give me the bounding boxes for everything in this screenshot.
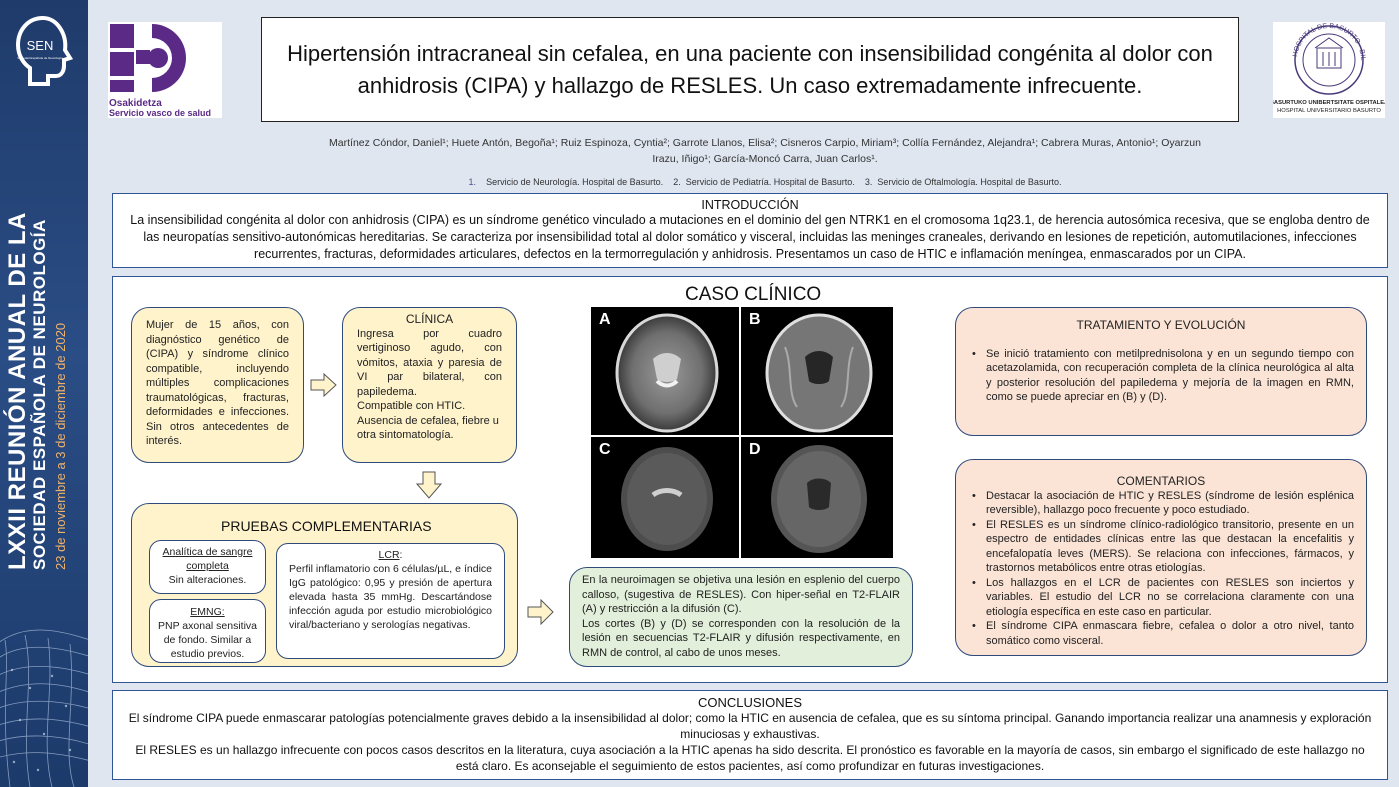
sidebar bbox=[0, 0, 88, 787]
patient-summary-text: Mujer de 15 años, con diagnóstico genético de (CIPA) y síndrome clínico compatible, incluyendo múltiples complicaciones traumatológicas, fracturas, deformidades e infecciones. Sin otros antecedentes de interés. bbox=[146, 319, 289, 447]
treatment-item: • Se inició tratamiento con metilprednisolona y en un segundo tiempo con acetazolamida, con recuperación completa de la clínica neurológica al alta y posterior resolución del papiledema y mejoría de la imagen en RMN, como se puede apreciar en (B) y (D). bbox=[968, 347, 1354, 405]
clinical-body: Ingresa por cuadro vertiginoso agudo, con vómitos, ataxia y paresia de VI par bilateral, con papiledema. bbox=[357, 327, 502, 398]
case-heading: CASO CLÍNICO bbox=[685, 284, 822, 305]
mri-label-c: C bbox=[599, 441, 611, 458]
poster-title: Hipertensión intracraneal sin cefalea, en una paciente con insensibilidad congénita al dolor con anhidrosis (CIPA) y hallazgo de RESLES. Un caso extremadamente infrecuente. bbox=[287, 40, 1213, 98]
affiliation-number: 1. bbox=[468, 177, 477, 187]
comment-item: • El RESLES es un síndrome clínico-radiológico transitorio, presente en un espectro de entidades clínicas entre las que destacan la encefalitis y encefalopatía leves (MERS). Se relaciona con infecciones, fármacos, y trastornos metabólicos entre otras etiologías. bbox=[968, 518, 1354, 576]
sen-logo bbox=[10, 12, 76, 94]
comment-item: • El síndrome CIPA enmascara fiebre, cefalea o dolor a otro nivel, tanto somático como visceral. bbox=[968, 619, 1354, 648]
introduction-body: La insensibilidad congénita al dolor con anhidrosis (CIPA) es un síndrome genético vinculado a mutaciones en el dominio del gen NTRK1 en el cromosoma 1q23.1, de herencia autosómica recesiva, que se engloba dentro de las neuropatías sensitivo-autonómicas hereditarias. Se caracteriza por insensibilidad total al dolor somático y visceral, incluidas las meninges craneales, derivando en lesiones de repetición, automutilaciones, infecciones recurrentes, fracturas, deformidades articulares, defectos en la termorregulación y anhidrosis. Presentamos un caso de HTIC e inflamación meníngea, enmascarados por un CIPA. bbox=[130, 213, 1370, 261]
conclusions-paragraph-2: El RESLES es un hallazgo infrecuente con pocos casos descritos en la literatura, cuya asociación a la HTIC apenas ha sido descrita. El pronóstico es favorable en la mayoría de casos, sin embargo el significado de este hallazgo no está claro. Es aconsejable el seguimiento de estos pacientes, así como profundizar en futuras investigaciones. bbox=[135, 743, 1365, 773]
mri-panel-a bbox=[591, 307, 739, 435]
affiliation-number: 3. bbox=[864, 177, 873, 187]
congress-line-1: LXXII REUNIÓN ANUAL DE LA bbox=[4, 212, 31, 570]
tests-heading: PRUEBAS COMPLEMENTARIAS bbox=[221, 518, 432, 534]
clinical-box bbox=[342, 307, 517, 463]
brain-illustration bbox=[0, 610, 88, 787]
affiliation-text: Servicio de Oftalmología. Hospital de Basurto. bbox=[877, 177, 1062, 187]
basurto-logo bbox=[1273, 22, 1385, 118]
conclusions-section bbox=[112, 690, 1388, 780]
sen-logo-subtext: Sociedad Española de Neurología bbox=[17, 56, 63, 60]
treatment-box bbox=[955, 307, 1367, 436]
clinical-heading: CLÍNICA bbox=[405, 312, 454, 326]
csf-box: LCR: Perfil inflamatorio con 6 células/µL, e índice IgG patológico: 0,95 y presión de apertura elevada hasta 35 mmHg. Descartándose infección aguda por estudio microbiológico viral/bacteriano y serologías negativas. bbox=[276, 543, 505, 659]
basurto-ring-text: HOSPITAL DE BASURTO · BIL bbox=[1292, 22, 1367, 61]
osakidetza-subtitle: Servicio vasco de salud bbox=[109, 108, 212, 118]
csf-result: Perfil inflamatorio con 6 células/µL, e índice IgG patológico: 0,95 y presión de apertura elevada hasta 35 mmHg. Descartándose infección aguda por estudio microbiológico viral/bacteriano y serologías negativas. bbox=[289, 563, 492, 631]
neuroimaging-followup: Los cortes (B) y (D) se corresponden con la resolución de la lesión en secuencias T2-FLAIR y difusión respectivamente, en RMN de control, al cabo de unos meses. bbox=[582, 617, 900, 659]
neuroimaging-finding: En la neuroimagen se objetiva una lesión en esplenio del cuerpo calloso, (sugestiva de RESLES). Con hiper-señal en T2-FLAIR (A) y restricción a la difusión (C). bbox=[582, 574, 900, 615]
affiliation-text: Servicio de Neurología. Hospital de Basurto. bbox=[486, 177, 664, 187]
emng-result: PNP axonal sensitiva de fondo. Similar a estudio previos. bbox=[157, 620, 258, 660]
mri-label-d: D bbox=[749, 441, 761, 458]
blood-test-result: Sin alteraciones. bbox=[168, 574, 247, 586]
clinical-htic: Compatible con HTIC. bbox=[357, 400, 466, 412]
patient-summary-box bbox=[131, 307, 304, 463]
osakidetza-name: Osakidetza bbox=[109, 98, 162, 109]
congress-line-2: SOCIEDAD ESPAÑOLA DE NEUROLOGÍA bbox=[30, 219, 49, 570]
arrow-right-icon bbox=[310, 373, 338, 397]
congress-date: 23 de noviembre a 3 de diciembre de 2020 bbox=[53, 322, 68, 570]
author-line-2: Irazu, Iñigo¹; García-Moncó Carra, Juan Carlos¹. bbox=[652, 153, 878, 165]
comment-item: • Destacar la asociación de HTIC y RESLES (síndrome de lesión esplénica reversible), hallazgo poco frecuente y poco estudiado. bbox=[968, 489, 1354, 518]
blood-test-title: Analítica de sangre completa bbox=[162, 546, 253, 572]
conclusions-heading: CONCLUSIONES bbox=[697, 695, 803, 710]
emng-box bbox=[149, 599, 266, 663]
author-list bbox=[280, 135, 1250, 167]
author-line-1: Martínez Cóndor, Daniel¹; Huete Antón, Begoña¹; Ruiz Espinoza, Cyntia²; Garrote Llanos, Elisa²; Cisneros Carpio, Miriam³; Collía Fernández, Alejandra¹; Cabrera Muras, Antonio¹; Oyarzun bbox=[329, 137, 1201, 149]
affiliation-text: Servicio de Pediatría. Hospital de Basurto. bbox=[685, 177, 855, 187]
arrow-right-icon bbox=[527, 599, 555, 625]
clinical-absence: Ausencia de cefalea, fiebre u otra sintomatología. bbox=[357, 414, 499, 441]
affiliation-number: 2. bbox=[673, 177, 681, 187]
mri-label-b: B bbox=[749, 311, 761, 328]
csf-title: LCR bbox=[378, 549, 400, 561]
basurto-name-eu: BASURTUKO UNIBERTSITATE OSPITALEA bbox=[1273, 100, 1385, 106]
sen-logo-text: SEN bbox=[26, 38, 54, 53]
treatment-heading: TRATAMIENTO Y EVOLUCIÓN bbox=[1076, 318, 1246, 332]
neuroimaging-box bbox=[569, 567, 913, 667]
emng-title: EMNG: bbox=[190, 606, 225, 618]
comments-box bbox=[955, 459, 1367, 656]
mri-panel-b bbox=[741, 307, 893, 435]
osakidetza-logo bbox=[108, 22, 222, 118]
mri-label-a: A bbox=[599, 311, 611, 328]
comment-item: • Los hallazgos en el LCR de pacientes con RESLES son inciertos y variables. El estudio del LCR no se correlaciona claramente con una etiología específica en este caso en particular. bbox=[968, 576, 1354, 620]
introduction-section bbox=[112, 193, 1388, 268]
mri-panel-d bbox=[741, 437, 893, 558]
conclusions-paragraph-1: El síndrome CIPA puede enmascarar patologías potencialmente graves debido a la insensibilidad al dolor; como la HTIC en ausencia de cefalea, que es su síntoma principal. Ganando importancia realizar una anamnesis y exploración minuciosas y exhaustivas. bbox=[128, 711, 1372, 741]
introduction-heading: INTRODUCCIÓN bbox=[701, 198, 799, 212]
basurto-name-es: HOSPITAL UNIVERSITARIO BASURTO bbox=[1277, 108, 1381, 114]
comments-heading: COMENTARIOS bbox=[1116, 474, 1206, 488]
poster-title-box bbox=[261, 17, 1239, 122]
blood-test-box bbox=[149, 540, 266, 594]
arrow-down-icon bbox=[416, 471, 442, 499]
affiliations bbox=[280, 177, 1250, 187]
mri-panel-c bbox=[591, 437, 739, 558]
svg-text:HOSPITAL DE BASURTO · BILBAO bbox=[1273, 22, 1366, 61]
